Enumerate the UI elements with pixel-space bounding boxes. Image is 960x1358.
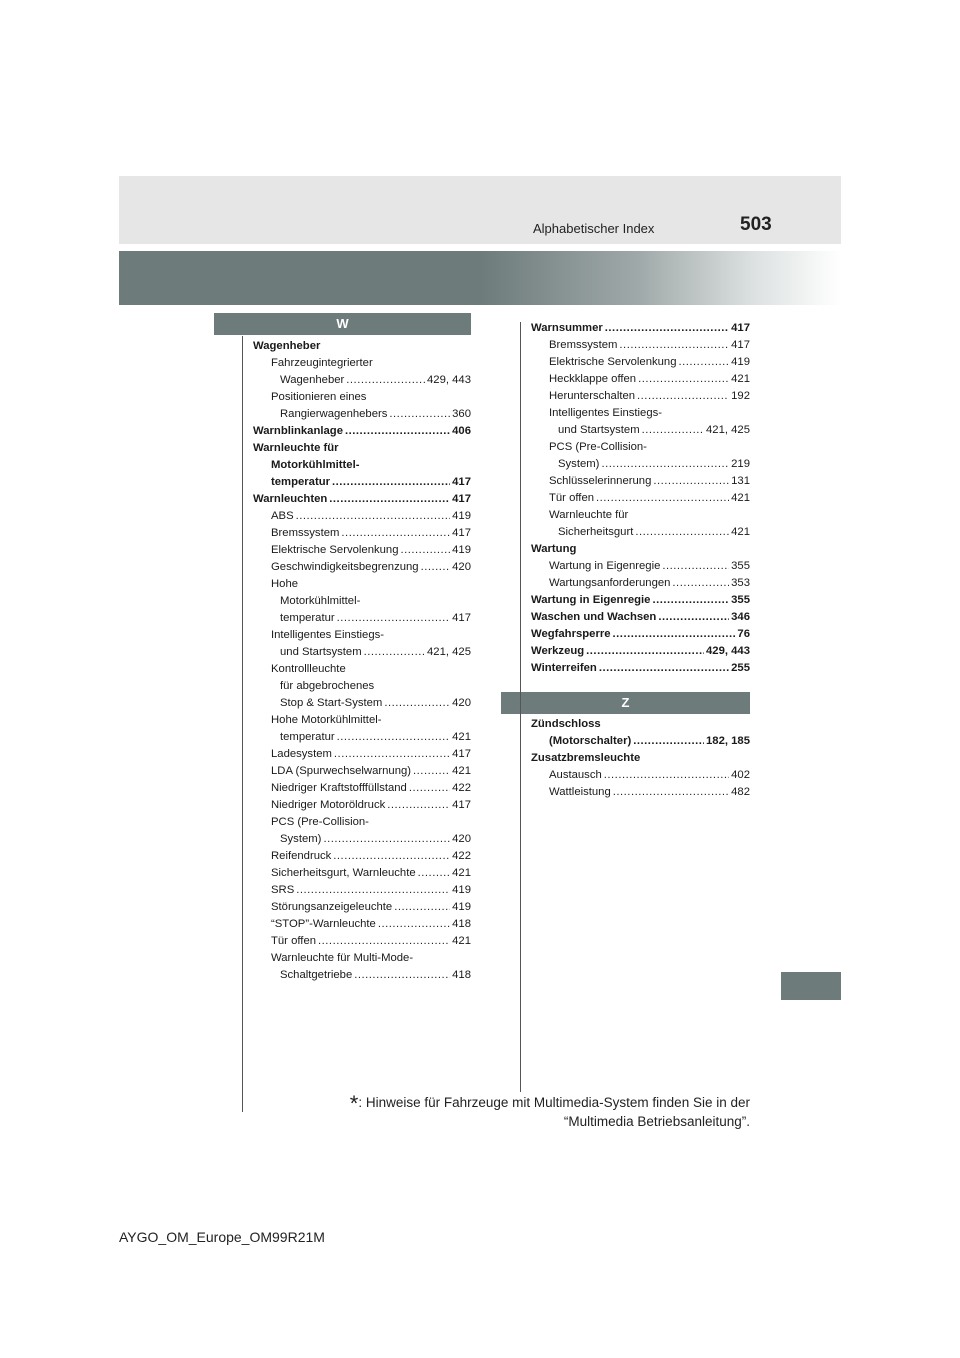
footnote-line1: : Hinweise für Fahrzeuge mit Multimedia-System finden Sie in der	[358, 1095, 750, 1110]
entry-term: (Motorschalter)	[549, 735, 632, 747]
index-heading: PCS (Pre-Collision-	[271, 816, 369, 828]
index-entry	[531, 626, 750, 643]
entry-term: Elektrische Servolenkung	[549, 356, 677, 368]
entry-page[interactable]: 417	[731, 322, 750, 334]
entry-term: Waschen und Wachsen	[531, 611, 657, 623]
entry-page[interactable]: 417	[452, 799, 471, 811]
entry-page[interactable]: 420	[452, 833, 471, 845]
entry-term: Bremssystem	[549, 339, 618, 351]
index-entry	[253, 848, 471, 865]
entry-term: Stop & Start-System	[280, 697, 383, 709]
chapter-side-tab[interactable]	[781, 972, 841, 1000]
leader-dots	[332, 474, 450, 491]
leader-dots	[638, 371, 729, 388]
entry-page[interactable]: 417	[452, 493, 471, 505]
leader-dots	[604, 767, 729, 784]
entry-page[interactable]: 482	[731, 786, 750, 798]
entry-term: und Startsystem	[280, 646, 362, 658]
index-entry	[253, 967, 471, 984]
leader-dots	[599, 660, 729, 677]
index-entry	[531, 371, 750, 388]
index-entry	[253, 610, 471, 627]
index-entry	[531, 592, 750, 609]
leader-dots	[296, 882, 450, 899]
leader-dots	[652, 592, 729, 609]
index-entry	[253, 406, 471, 423]
index-entry	[253, 491, 471, 508]
index-entry	[531, 733, 750, 750]
entry-page[interactable]: 419	[731, 356, 750, 368]
leader-dots	[418, 865, 451, 882]
index-entry	[253, 695, 471, 712]
index-entry	[253, 916, 471, 933]
entry-page[interactable]: 422	[452, 782, 471, 794]
index-entry	[531, 473, 750, 490]
index-heading: Motorkühlmittel-	[271, 459, 360, 471]
entry-term: Sicherheitsgurt	[558, 526, 634, 538]
leader-dots	[341, 525, 450, 542]
entry-term: Bremssystem	[271, 527, 340, 539]
entry-page[interactable]: 419	[452, 544, 471, 556]
entry-term: und Startsystem	[558, 424, 640, 436]
entry-page[interactable]: 421	[452, 867, 471, 879]
entry-term: SRS	[271, 884, 295, 896]
index-heading: Hohe	[271, 578, 299, 590]
index-entry	[531, 354, 750, 371]
leader-dots	[345, 423, 450, 440]
entry-page[interactable]: 192	[731, 390, 750, 402]
entry-term: Rangierwagenhebers	[280, 408, 388, 420]
entry-term: Niedriger Motoröldruck	[271, 799, 386, 811]
entry-page[interactable]: 421, 425	[706, 424, 750, 436]
entry-term: Niedriger Kraftstofffüllstand	[271, 782, 407, 794]
entry-page[interactable]: 360	[452, 408, 471, 420]
document-code: AYGO_OM_Europe_OM99R21M	[119, 1229, 325, 1245]
entry-term: Reifendruck	[271, 850, 332, 862]
index-heading: Wagenheber	[253, 340, 321, 352]
leader-dots	[400, 542, 450, 559]
entry-term: Störungsanzeigeleuchte	[271, 901, 393, 913]
leader-dots	[364, 644, 425, 661]
entry-page[interactable]: 353	[731, 577, 750, 589]
leader-dots	[619, 337, 729, 354]
entry-page[interactable]: 355	[731, 560, 750, 572]
footnote	[300, 1091, 750, 1131]
entry-term: Heckklappe offen	[549, 373, 637, 385]
index-entry	[531, 660, 750, 677]
index-entry	[531, 609, 750, 626]
column-divider-left	[242, 336, 243, 1112]
entry-page[interactable]: 418	[452, 969, 471, 981]
index-entry	[253, 746, 471, 763]
entry-term: Wartungsanforderungen	[549, 577, 671, 589]
header-bar	[119, 176, 841, 244]
leader-dots	[384, 695, 450, 712]
leader-dots	[613, 626, 736, 643]
index-entry	[253, 474, 471, 491]
entry-term: Wegfahrsperre	[531, 628, 611, 640]
entry-page[interactable]: 402	[731, 769, 750, 781]
header-title: Alphabetischer Index	[533, 221, 655, 236]
index-entry	[253, 542, 471, 559]
entry-page[interactable]: 420	[452, 561, 471, 573]
index-heading: PCS (Pre-Collision-	[549, 441, 647, 453]
footnote-star: *	[349, 1091, 359, 1116]
index-column-left	[253, 338, 471, 984]
entry-page[interactable]: 255	[731, 662, 750, 674]
leader-dots	[329, 491, 450, 508]
leader-dots	[389, 406, 450, 423]
index-entry	[253, 763, 471, 780]
entry-page[interactable]: 355	[731, 594, 750, 606]
index-entry	[253, 882, 471, 899]
entry-page[interactable]: 429, 443	[706, 645, 750, 657]
entry-term: temperatur	[280, 731, 335, 743]
index-entry	[531, 320, 750, 337]
index-entry	[531, 784, 750, 801]
index-heading: Intelligentes Einstiegs-	[271, 629, 385, 641]
entry-page[interactable]: 417	[452, 527, 471, 539]
entry-term: Elektrische Servolenkung	[271, 544, 399, 556]
entry-page[interactable]: 406	[452, 425, 471, 437]
index-heading: Warnleuchte für	[549, 509, 629, 521]
index-heading: Fahrzeugintegrierter	[271, 357, 373, 369]
entry-page[interactable]: 417	[731, 339, 750, 351]
entry-page[interactable]: 419	[452, 510, 471, 522]
section-header-z: Z	[501, 692, 750, 714]
entry-term: “STOP”-Warnleuchte	[271, 918, 376, 930]
leader-dots	[413, 763, 450, 780]
leader-dots	[409, 780, 450, 797]
leader-dots	[605, 320, 729, 337]
index-entry	[531, 643, 750, 660]
entry-page[interactable]: 182, 185	[706, 735, 750, 747]
leader-dots	[346, 372, 425, 389]
entry-page[interactable]: 131	[731, 475, 750, 487]
entry-term: LDA (Spurwechselwarnung)	[271, 765, 412, 777]
entry-page[interactable]: 417	[452, 748, 471, 760]
entry-term: temperatur	[271, 476, 331, 488]
entry-term: Winterreifen	[531, 662, 597, 674]
entry-page[interactable]: 219	[731, 458, 750, 470]
entry-term: System)	[558, 458, 600, 470]
index-entry	[253, 780, 471, 797]
entry-term: Austausch	[549, 769, 602, 781]
leader-dots	[586, 643, 704, 660]
entry-page[interactable]: 421	[452, 731, 471, 743]
index-heading: Warnleuchte für	[253, 442, 339, 454]
leader-dots	[678, 354, 729, 371]
index-entry	[253, 899, 471, 916]
index-entry	[531, 388, 750, 405]
index-heading: Zusatzbremsleuchte	[531, 752, 641, 764]
leader-dots	[637, 388, 729, 405]
section-header-w: W	[214, 313, 471, 335]
leader-dots	[394, 899, 450, 916]
footnote-line2: “Multimedia Betriebsanleitung”.	[563, 1114, 750, 1129]
entry-term: Werkzeug	[531, 645, 585, 657]
leader-dots	[421, 559, 451, 576]
leader-dots	[635, 524, 729, 541]
leader-dots	[672, 575, 729, 592]
index-entry	[253, 525, 471, 542]
leader-dots	[378, 916, 450, 933]
column-divider-middle	[520, 322, 521, 1092]
entry-term: Wagenheber	[280, 374, 345, 386]
leader-dots	[337, 729, 451, 746]
index-entry	[531, 767, 750, 784]
index-entry	[253, 933, 471, 950]
entry-page[interactable]: 422	[452, 850, 471, 862]
entry-page[interactable]: 421	[452, 765, 471, 777]
index-heading: Zündschloss	[531, 718, 601, 730]
entry-term: Wartung in Eigenregie	[549, 560, 661, 572]
entry-term: Warnsummer	[531, 322, 603, 334]
index-heading: Warnleuchte für Multi-Mode-	[271, 952, 414, 964]
entry-term: Warnleuchten	[253, 493, 328, 505]
index-column-right-w	[531, 320, 750, 677]
entry-term: Schlüsselerinnerung	[549, 475, 652, 487]
gradient-band	[119, 251, 841, 305]
entry-page[interactable]: 421, 425	[427, 646, 471, 658]
index-entry	[531, 524, 750, 541]
entry-term: Wartung in Eigenregie	[531, 594, 651, 606]
entry-term: Herunterschalten	[549, 390, 636, 402]
entry-page[interactable]: 346	[731, 611, 750, 623]
entry-page[interactable]: 421	[452, 935, 471, 947]
entry-term: Tür offen	[271, 935, 317, 947]
entry-term: Wattleistung	[549, 786, 611, 798]
index-entry	[531, 575, 750, 592]
index-heading: Intelligentes Einstiegs-	[549, 407, 663, 419]
index-heading: Positionieren eines	[271, 391, 367, 403]
leader-dots	[658, 609, 729, 626]
entry-term: Schaltgetriebe	[280, 969, 353, 981]
leader-dots	[601, 456, 729, 473]
entry-page[interactable]: 417	[452, 612, 471, 624]
leader-dots	[318, 933, 450, 950]
entry-term: Ladesystem	[271, 748, 332, 760]
index-entry	[253, 729, 471, 746]
leader-dots	[662, 558, 729, 575]
entry-term: Tür offen	[549, 492, 595, 504]
entry-page[interactable]: 418	[452, 918, 471, 930]
index-column-right-z	[531, 716, 750, 801]
index-entry	[531, 422, 750, 439]
index-entry	[253, 797, 471, 814]
index-heading: Hohe Motorkühlmittel-	[271, 714, 382, 726]
index-heading: Kontrollleuchte	[271, 663, 346, 675]
leader-dots	[334, 746, 450, 763]
leader-dots	[323, 831, 450, 848]
leader-dots	[596, 490, 729, 507]
entry-term: temperatur	[280, 612, 335, 624]
index-heading: Motorkühlmittel-	[280, 595, 361, 607]
leader-dots	[653, 473, 729, 490]
entry-page[interactable]: 429, 443	[427, 374, 471, 386]
index-heading: Wartung	[531, 543, 577, 555]
index-entry	[531, 558, 750, 575]
page-number: 503	[740, 214, 772, 235]
entry-page[interactable]: 420	[452, 697, 471, 709]
index-entry	[531, 337, 750, 354]
entry-term: ABS	[271, 510, 294, 522]
leader-dots	[613, 784, 729, 801]
leader-dots	[354, 967, 450, 984]
leader-dots	[296, 508, 451, 525]
entry-page[interactable]: 417	[452, 476, 471, 488]
index-entry	[253, 831, 471, 848]
index-entry	[253, 865, 471, 882]
entry-term: Sicherheitsgurt, Warnleuchte	[271, 867, 416, 879]
index-entry	[253, 423, 471, 440]
entry-page[interactable]: 76	[737, 628, 750, 640]
index-entry	[253, 372, 471, 389]
index-entry	[253, 508, 471, 525]
entry-page[interactable]: 421	[731, 492, 750, 504]
entry-page[interactable]: 421	[731, 373, 750, 385]
leader-dots	[642, 422, 704, 439]
entry-term: System)	[280, 833, 322, 845]
index-entry	[253, 559, 471, 576]
leader-dots	[633, 733, 704, 750]
entry-page[interactable]: 419	[452, 884, 471, 896]
index-heading: für abgebrochenes	[280, 680, 375, 692]
index-entry	[531, 490, 750, 507]
index-entry	[253, 644, 471, 661]
entry-page[interactable]: 419	[452, 901, 471, 913]
leader-dots	[387, 797, 450, 814]
entry-term: Geschwindigkeitsbegrenzung	[271, 561, 419, 573]
entry-term: Warnblinkanlage	[253, 425, 343, 437]
leader-dots	[333, 848, 450, 865]
entry-page[interactable]: 421	[731, 526, 750, 538]
leader-dots	[337, 610, 451, 627]
index-entry	[531, 456, 750, 473]
